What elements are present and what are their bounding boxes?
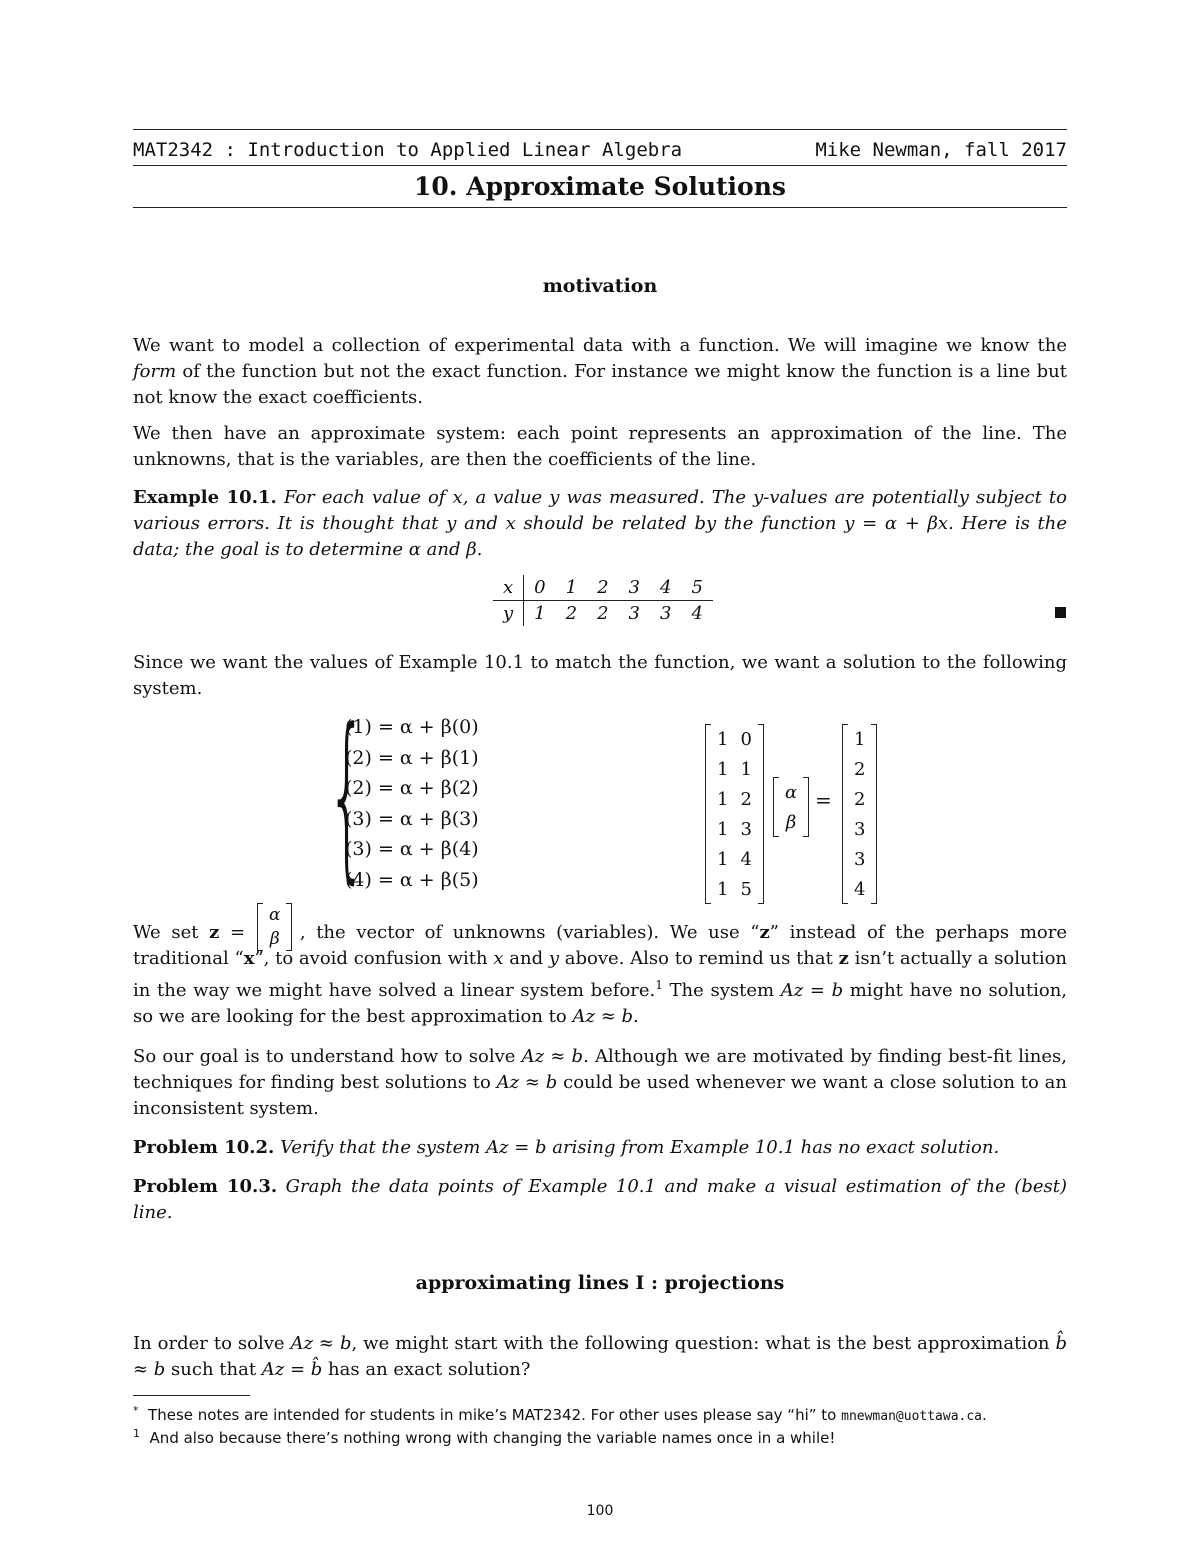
matrix-cell: 1 — [717, 848, 729, 870]
header-bottom-rule — [133, 207, 1067, 208]
email-link[interactable]: mnewman@uottawa.ca — [841, 1409, 983, 1424]
matrix-cell: 1 — [717, 758, 729, 780]
table-header-y: y — [493, 601, 524, 627]
matrix-cell: 0 — [740, 728, 752, 750]
table-cell: 4 — [650, 575, 681, 601]
equation-line: (1) = α + β(0) — [345, 716, 479, 738]
equals-sign: = — [815, 788, 832, 812]
chapter-title: 10. Approximate Solutions — [414, 172, 786, 201]
table-cell: 1 — [556, 575, 587, 601]
equation-line: (2) = α + β(1) — [345, 746, 479, 769]
page-number: 100 — [586, 1503, 614, 1519]
section2-paragraph-1: In order to solve Az ≈ b, we might start with the following question: what is the best approximation b̂ ≈ b such that Az = b̂ has an exact solution? — [133, 1333, 1067, 1380]
matrix-cell: 1 — [717, 878, 729, 900]
vector-unknowns — [773, 777, 809, 841]
table-cell: 3 — [659, 603, 672, 624]
matrix-cell: 1 — [717, 728, 729, 750]
matrix-cell: 3 — [740, 818, 752, 840]
equation-line: (3) = α + β(3) — [345, 807, 479, 830]
footnote-rule — [133, 1395, 250, 1396]
matrix-cell: 1 — [740, 758, 752, 780]
matrix-A — [705, 724, 764, 908]
equation-line: (4) = α + β(5) — [345, 868, 479, 891]
table-cell: 2 — [565, 603, 578, 624]
example-10-1: Example 10.1. For each value of x, a value y was measured. The y-values are potentially subject to various errors. It is thought that y and x should be related by the function y = α + βx. Here is the data; the goal is to determine α and β. — [133, 487, 1068, 560]
author-term: Mike Newman, fall 2017 — [815, 139, 1067, 161]
header-top-rule — [133, 129, 1067, 130]
footnote-star: * These notes are intended for students in mike’s MAT2342. For other uses please say “hi” to mnewman@uottawa.ca. — [133, 1404, 987, 1424]
matrix-cell: 3 — [854, 818, 866, 840]
table-cell: 3 — [619, 575, 650, 601]
matrix-cell: β — [785, 811, 797, 833]
table-header-x: x — [493, 575, 524, 601]
section-heading-projections: approximating lines I : projections — [415, 1272, 785, 1294]
left-brace: { — [327, 691, 368, 900]
matrix-cell: β — [269, 929, 280, 949]
matrix-cell: 1 — [717, 818, 729, 840]
vector-b — [842, 724, 877, 908]
table-cell: 2 — [587, 575, 618, 601]
section-heading-motivation: motivation — [542, 275, 658, 297]
matrix-cell: 4 — [740, 848, 752, 870]
paragraph-4: We set z = , the vector of unknowns (variables). We use “z” instead of the perhaps more traditional “x”, to avoid confusion with x and y above. Also to remind us that z isn’t actually a solution in the way we might have solved a linear system before.$^1$ The system Az = b might have no solution, so we are looking for the best approximation to Az ≈ b. — [133, 922, 1068, 1027]
paragraph-3: Since we want the values of Example 10.1 to match the function, we want a solution to the following system. — [133, 652, 1067, 699]
problem-10-3: Problem 10.3. Graph the data points of Example 10.1 and make a visual estimation of the (best) line. — [133, 1176, 1067, 1223]
table-cell: 0 — [524, 575, 556, 601]
page — [133, 0, 1067, 1553]
equation-line: (3) = α + β(4) — [345, 838, 479, 860]
table-cell: 4 — [691, 603, 703, 624]
problem-10-2: Problem 10.2. Verify that the system Az = b arising from Example 10.1 has no exact solution. — [133, 1137, 1000, 1158]
table-cell: 5 — [681, 575, 712, 601]
course-title: MAT2342 : Introduction to Applied Linear Algebra — [133, 139, 683, 161]
matrix-cell: 2 — [854, 758, 866, 780]
header-mid-rule — [133, 165, 1067, 166]
matrix-cell: 4 — [854, 878, 866, 900]
matrix-cell: α — [269, 905, 281, 925]
data-table — [493, 575, 713, 626]
table-cell: 1 — [534, 603, 546, 624]
table-cell: 3 — [628, 603, 640, 624]
matrix-cell: 1 — [854, 728, 866, 750]
matrix-cell: 2 — [740, 788, 752, 810]
matrix-cell: α — [785, 781, 798, 803]
footnote-1: $^1$ And also because there’s nothing wrong with changing the variable names once in a while! — [133, 1427, 836, 1447]
matrix-cell: 3 — [854, 848, 866, 870]
paragraph-2: We then have an approximate system: each point represents an approximation of the line. The unknowns, that is the variables, are then the coefficients of the line. — [133, 423, 1067, 470]
matrix-cell: 1 — [717, 788, 729, 810]
paragraph-1: We want to model a collection of experimental data with a function. We will imagine we know the form of the function but not the exact function. For instance we might know the function is a line but not know the exact coefficients. — [133, 335, 1067, 408]
matrix-cell: 5 — [740, 878, 752, 900]
table-cell: 2 — [597, 603, 609, 624]
end-of-example-square — [1055, 607, 1066, 618]
equation-line: (2) = α + β(2) — [345, 777, 479, 799]
paragraph-5: So our goal is to understand how to solve Az ≈ b. Although we are motivated by finding best-fit lines, techniques for finding best solutions to Az ≈ b could be used whenever we want a close solution to an inconsistent system. — [133, 1046, 1068, 1119]
equation-system — [345, 712, 479, 895]
matrix-cell: 2 — [854, 788, 866, 810]
